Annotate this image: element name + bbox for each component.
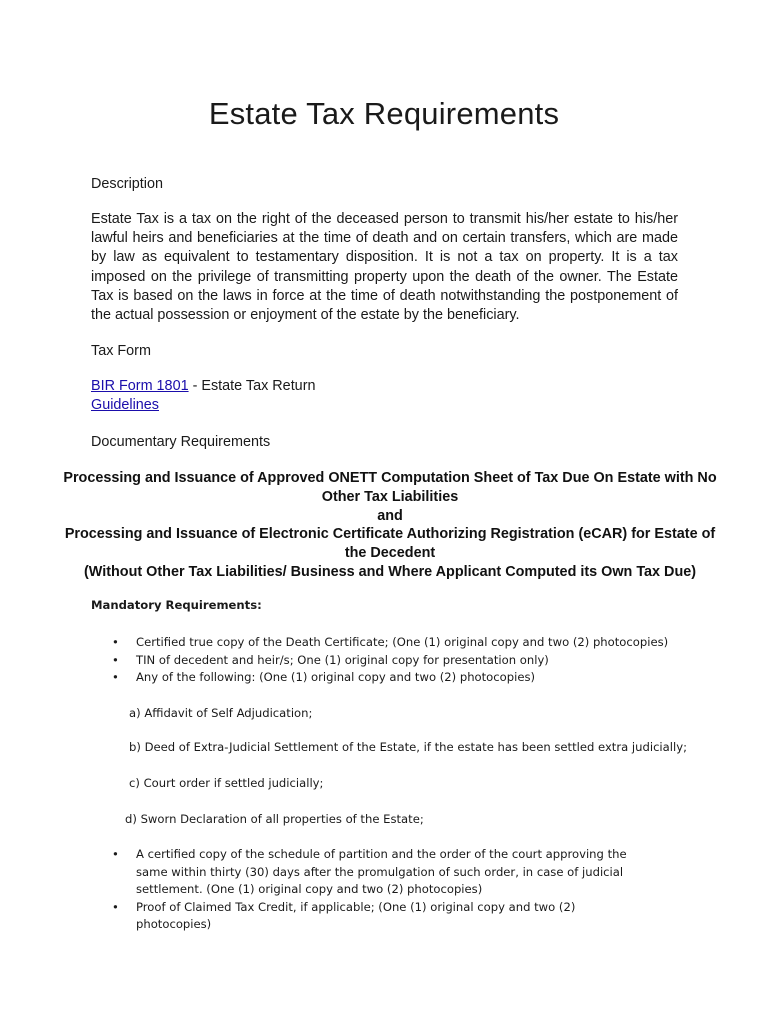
requirements-list-bottom: [112, 846, 652, 934]
processing-line-3: and: [377, 507, 403, 524]
guidelines-line: [91, 397, 159, 413]
list-item: [112, 652, 672, 670]
mandatory-heading: Mandatory Requirements:: [91, 598, 262, 612]
sub-item-b: b) Deed of Extra-Judicial Settlement of the Estate, if the estate has been settled extra judicially;: [129, 740, 687, 754]
description-heading: Description: [91, 176, 163, 192]
processing-line-2: Other Tax Liabilities: [321, 488, 459, 505]
documentary-heading: Documentary Requirements: [91, 434, 271, 450]
list-item-text: Certified true copy of the Death Certificate; (One (1) original copy and two (2) photocopies): [136, 635, 669, 649]
bullet: •: [112, 899, 119, 914]
tax-form-line: [91, 378, 316, 394]
list-item: [112, 634, 672, 652]
bullet: •: [112, 635, 119, 649]
processing-title-block: [60, 469, 720, 582]
requirements-list-top: [112, 634, 672, 687]
processing-line-5: the Decedent: [344, 545, 436, 562]
guidelines-link[interactable]: Guidelines: [91, 397, 159, 413]
list-item-text: A certified copy of the schedule of partition and the order of the court approving the same within thirty (30) days after the promulgation of such order, in case of judicial settlement. (One (1) original copy and two (2) photocopies): [136, 847, 627, 896]
description-text: Estate Tax is a tax on the right of the deceased person to transmit his/her estate to his/her lawful heirs and beneficiaries at the time of death and on certain transfers, which are made by law as equivalent to testamentary disposition. It is not a tax on property. It is a tax imposed on the privilege of transmitting property upon the death of the owner. The Estate Tax is based on the laws in force at the time of death notwithstanding the postponement of the actual possession or enjoyment of the estate by the beneficiary.: [91, 211, 678, 324]
processing-line-6: (Without Other Tax Liabilities/ Business and Where Applicant Computed its Own Tax Due): [83, 563, 697, 580]
bullet: •: [112, 847, 119, 861]
bir-form-1801-link[interactable]: BIR Form 1801: [91, 378, 189, 394]
list-item-text: Proof of Claimed Tax Credit, if applicable; (One (1) original copy and two (2) photocopies): [136, 899, 576, 931]
tax-form-heading: Tax Form: [91, 343, 151, 359]
bullet: •: [112, 652, 119, 667]
processing-line-4: Processing and Issuance of Electronic Certificate Authorizing Registration (eCAR) for Estate of: [64, 526, 716, 543]
list-item: [112, 846, 652, 899]
sub-item-d: d) Sworn Declaration of all properties of the Estate;: [125, 812, 424, 826]
sub-item-c: c) Court order if settled judicially;: [129, 776, 324, 790]
processing-line-1: Processing and Issuance of Approved ONETT Computation Sheet of Tax Due On Estate with No: [63, 470, 717, 486]
list-item: [112, 669, 672, 687]
form-suffix: - Estate Tax Return: [188, 378, 316, 394]
page-title: Estate Tax Requirements: [208, 96, 560, 131]
sub-item-a: a) Affidavit of Self Adjudication;: [129, 706, 313, 720]
list-item-text: TIN of decedent and heir/s; One (1) original copy for presentation only): [136, 652, 549, 667]
list-item-text: Any of the following: (One (1) original copy and two (2) photocopies): [136, 670, 536, 684]
list-item: [112, 899, 652, 934]
bullet: •: [112, 670, 119, 684]
